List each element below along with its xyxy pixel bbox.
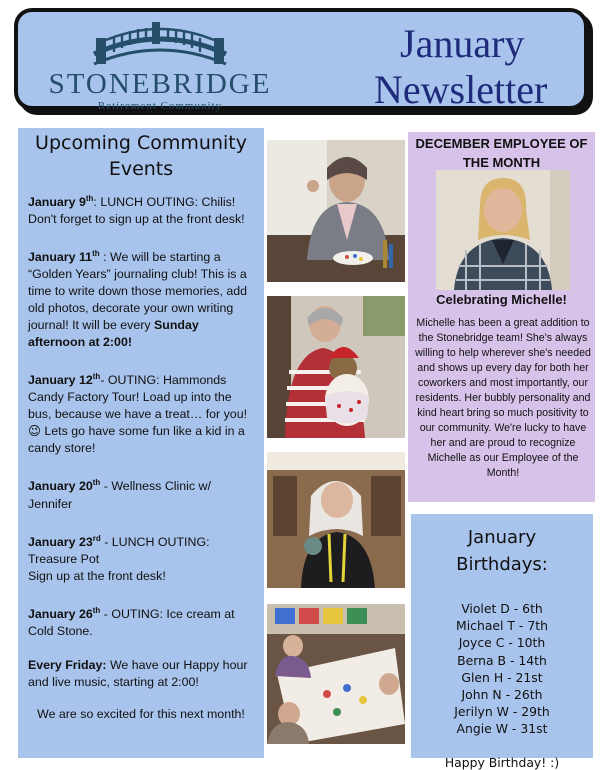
newsletter-header (14, 8, 588, 110)
birthday-item: Violet D - 6th (461, 601, 543, 616)
birthday-item: Angie W - 31st (456, 721, 548, 737)
event-date-suffix: th (92, 372, 101, 382)
birthdays-title-word: Birthdays: (456, 554, 548, 575)
event-date: Every Friday: (28, 657, 107, 672)
event-text: We have our Happy hour and live music, starting at 2:00! (28, 657, 248, 689)
event-item (28, 602, 254, 640)
employee-celebrate-heading: Celebrating Michelle! (436, 292, 567, 307)
birthday-list (411, 600, 593, 738)
birthday-closing: Happy Birthday! :) (444, 754, 560, 770)
event-text: LUNCH OUTING: Treasure Pot (28, 534, 210, 566)
birthday-item: Glen H - 21st (461, 669, 543, 685)
event-date-suffix: rd (92, 533, 101, 543)
event-item (28, 190, 254, 228)
event-sep: : (99, 250, 107, 265)
event-text: LUNCH OUTING: Chilis! Don't forget to sign up at the front desk! (28, 195, 245, 227)
photo-craft-table (267, 604, 405, 744)
event-bold-text: Sunday afternoon at 2:00! (28, 318, 199, 350)
employee-description: Michelle has been a great addition to the Stonebridge team! She's always willing to help wherever she's needed and shows up every day for both her coworkers and most importantly, our residents. Her bubbly personality and kind heart bring so much positivity to our community. We're lucky to have her and are proud to recognize Michelle as our Employee of the Month! (415, 317, 591, 479)
event-item (28, 245, 254, 351)
event-date: January 20 (28, 479, 93, 494)
birthdays-panel (411, 514, 593, 770)
bridge-icon (90, 20, 230, 68)
birthday-item: Jerilyn W - 29th (454, 704, 550, 720)
event-sep: - (100, 373, 105, 388)
event-sep: : (93, 195, 97, 210)
upcoming-events-panel (18, 128, 264, 758)
event-text: OUTING: Hammonds Candy Factory Tour! Load up into the bus, because we have a treat… for you! 😉 Lets go have some fun like a kid in a candy store! (28, 373, 248, 456)
event-item (28, 368, 254, 457)
stonebridge-logo (40, 18, 280, 112)
event-text: Wellness Clinic w/ Jennifer (28, 479, 211, 511)
event-sep: - (100, 534, 109, 549)
birthdays-title-month: January (467, 527, 537, 548)
event-date: January 26 (28, 606, 93, 621)
event-date-suffix: th (92, 605, 101, 615)
birthday-item: Michael T - 7th (456, 618, 548, 634)
birthday-item: Berna B - 14th (457, 652, 547, 668)
newsletter-title-month: January (400, 21, 525, 66)
event-date-suffix: th (85, 194, 94, 203)
employee-photo (436, 170, 570, 290)
events-title: Upcoming Community Events (35, 132, 247, 180)
event-date-suffix: th (92, 478, 101, 488)
event-sep: - (100, 606, 108, 621)
event-date: January 11 (28, 250, 93, 265)
event-date: January 23 (28, 534, 93, 549)
event-sep: - (100, 479, 108, 494)
logo-name: STONEBRIDGE (48, 68, 272, 100)
employee-of-month-panel (408, 132, 595, 502)
events-closing: We are so excited for this next month! (37, 706, 245, 721)
photo-ornament-resident (267, 452, 405, 588)
event-date: January 9 (28, 195, 86, 210)
event-item (28, 530, 254, 585)
photo-teddy-bear-resident (267, 296, 405, 438)
event-item (28, 474, 254, 512)
event-date-suffix: th (92, 249, 100, 259)
event-text-line2: Sign up at the front desk! (28, 568, 166, 583)
event-text: We will be starting a “Golden Years” journaling club! This is a time to write down those memories, add old photos, decorate your own writing journal! It will be every (28, 250, 247, 333)
logo-subtitle: Retirement Community (97, 100, 223, 112)
event-item (28, 657, 254, 691)
birthday-item: Joyce C - 10th (458, 635, 546, 651)
event-date: January 12 (28, 373, 93, 388)
newsletter-title-word: Newsletter (374, 67, 548, 112)
employee-heading: DECEMBER EMPLOYEE OF THE MONTH (415, 136, 588, 170)
birthday-item: John N - 26th (461, 687, 543, 703)
photo-painting-resident (267, 140, 405, 282)
event-text: OUTING: Ice cream at Cold Stone. (28, 606, 235, 638)
